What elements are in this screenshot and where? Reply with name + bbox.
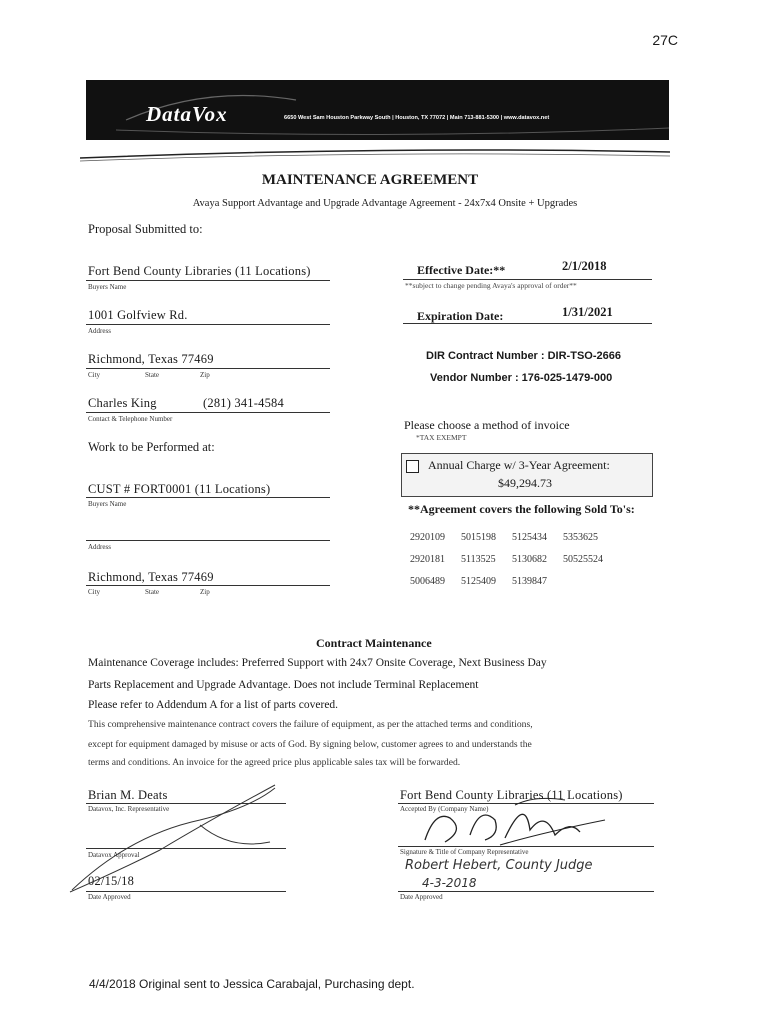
sold-to-number: 2920181 (410, 554, 445, 565)
sold-to-number: 5139847 (512, 576, 547, 587)
addendum-note: Please refer to Addendum A for a list of parts covered. (88, 699, 339, 711)
tax-exempt-note: *TAX EXEMPT (416, 433, 467, 442)
customer-signature (405, 790, 625, 850)
datavox-logo: DataVox (146, 102, 228, 126)
sold-to-number: 5015198 (461, 532, 496, 543)
terms-line-2: except for equipment damaged by misuse or acts of God. By signing below, customer agrees to and understands the (88, 739, 532, 750)
company-address: 6650 West Sam Houston Parkway South | Houston, TX 77072 | Main 713-881-5300 | www.datavox.net (284, 115, 550, 121)
contact-phone: (281) 341-4584 (203, 396, 284, 410)
buyer-zip-caption: Zip (200, 371, 210, 379)
work-city-line: Richmond, Texas 77469 (88, 570, 214, 584)
work-city-caption: City (88, 588, 101, 596)
accepted-by-company: Fort Bend County Libraries (11 Locations) (400, 788, 623, 802)
sold-to-number: 5113525 (461, 554, 496, 565)
approval-date-caption: Date Approved (88, 893, 131, 901)
buyer-address-caption: Address (88, 327, 111, 335)
buyer-city-caption: City (88, 371, 101, 379)
rep-name: Brian M. Deats (88, 788, 168, 802)
buyer-address: 1001 Golfview Rd. (88, 308, 188, 322)
annual-charge-amount: $49,294.73 (498, 476, 552, 490)
vendor-number: Vendor Number : 176-025-1479-000 (430, 372, 613, 384)
datavox-signature (60, 780, 290, 900)
sold-to-row (410, 571, 614, 589)
page-code: 27C (652, 32, 678, 48)
buyer-state-caption: State (145, 371, 159, 379)
expiration-date-value: 1/31/2021 (562, 305, 613, 319)
contact-name: Charles King (88, 396, 157, 410)
annual-charge-checkbox[interactable] (406, 460, 419, 473)
footer-note: 4/4/2018 Original sent to Jessica Carabajal, Purchasing dept. (89, 977, 415, 991)
rep-caption: Datavox, Inc. Representative (88, 805, 170, 813)
sold-to-heading: **Agreement covers the following Sold To's: (408, 502, 635, 516)
buyer-city-line: Richmond, Texas 77469 (88, 352, 214, 366)
terms-line-1: This comprehensive maintenance contract covers the failure of equipment, as per the attached terms and conditions, (88, 719, 533, 730)
sold-to-number: 5130682 (512, 554, 547, 565)
contract-heading: Contract Maintenance (316, 636, 432, 650)
letterhead-rule (80, 138, 675, 162)
datavox-approval-caption: Datavox Approval (88, 851, 140, 859)
sold-to-row (410, 549, 614, 567)
effective-date-note: **subject to change pending Avaya's approval of order** (405, 281, 577, 290)
effective-date-value: 2/1/2018 (562, 259, 607, 273)
expiration-date-label: Expiration Date: (417, 309, 504, 323)
signer-handwritten: Robert Hebert, County Judge (405, 858, 593, 873)
approval-date: 02/15/18 (88, 874, 135, 888)
coverage-line-1: Maintenance Coverage includes: Preferred Support with 24x7 Onsite Coverage, Next Business Day (88, 657, 547, 669)
signed-date-caption: Date Approved (400, 893, 443, 901)
contact-caption: Contact & Telephone Number (88, 415, 173, 423)
signature-title-caption: Signature & Title of Company Representative (400, 848, 529, 856)
coverage-line-2: Parts Replacement and Upgrade Advantage. Does not include Terminal Replacement (88, 679, 479, 691)
work-address-caption: Address (88, 543, 111, 551)
signed-date-handwritten: 4-3-2018 (422, 876, 477, 890)
sold-to-row (410, 527, 614, 545)
document-subtitle: Avaya Support Advantage and Upgrade Advantage Agreement - 24x7x4 Onsite + Upgrades (192, 198, 578, 209)
work-customer-caption: Buyers Name (88, 500, 127, 508)
work-customer: CUST # FORT0001 (11 Locations) (88, 482, 271, 496)
dir-contract-number: DIR Contract Number : DIR-TSO-2666 (426, 350, 621, 362)
work-state-caption: State (145, 588, 159, 596)
invoice-option-box (401, 453, 653, 497)
buyer-name-caption: Buyers Name (88, 283, 127, 291)
sold-to-number: 5353625 (563, 532, 598, 543)
effective-date-label: Effective Date:** (417, 263, 506, 277)
document-title: MAINTENANCE AGREEMENT (261, 172, 479, 188)
annual-charge-label: Annual Charge w/ 3-Year Agreement: (428, 458, 610, 472)
terms-line-3: terms and conditions. An invoice for the agreed price plus applicable sales tax will be forwarded. (88, 757, 461, 768)
sold-to-number: 5125434 (512, 532, 547, 543)
sold-to-number: 5006489 (410, 576, 445, 587)
proposal-label: Proposal Submitted to: (88, 222, 203, 236)
sold-to-number: 5125409 (461, 576, 496, 587)
invoice-heading: Please choose a method of invoice (404, 418, 570, 432)
buyer-name: Fort Bend County Libraries (11 Locations) (88, 264, 311, 278)
sold-to-number: 50525524 (563, 554, 603, 565)
accepted-by-caption: Accepted By (Company Name) (400, 805, 489, 813)
letterhead-banner (86, 80, 669, 140)
work-zip-caption: Zip (200, 588, 210, 596)
work-performed-label: Work to be Performed at: (88, 440, 215, 454)
sold-to-number: 2920109 (410, 532, 445, 543)
